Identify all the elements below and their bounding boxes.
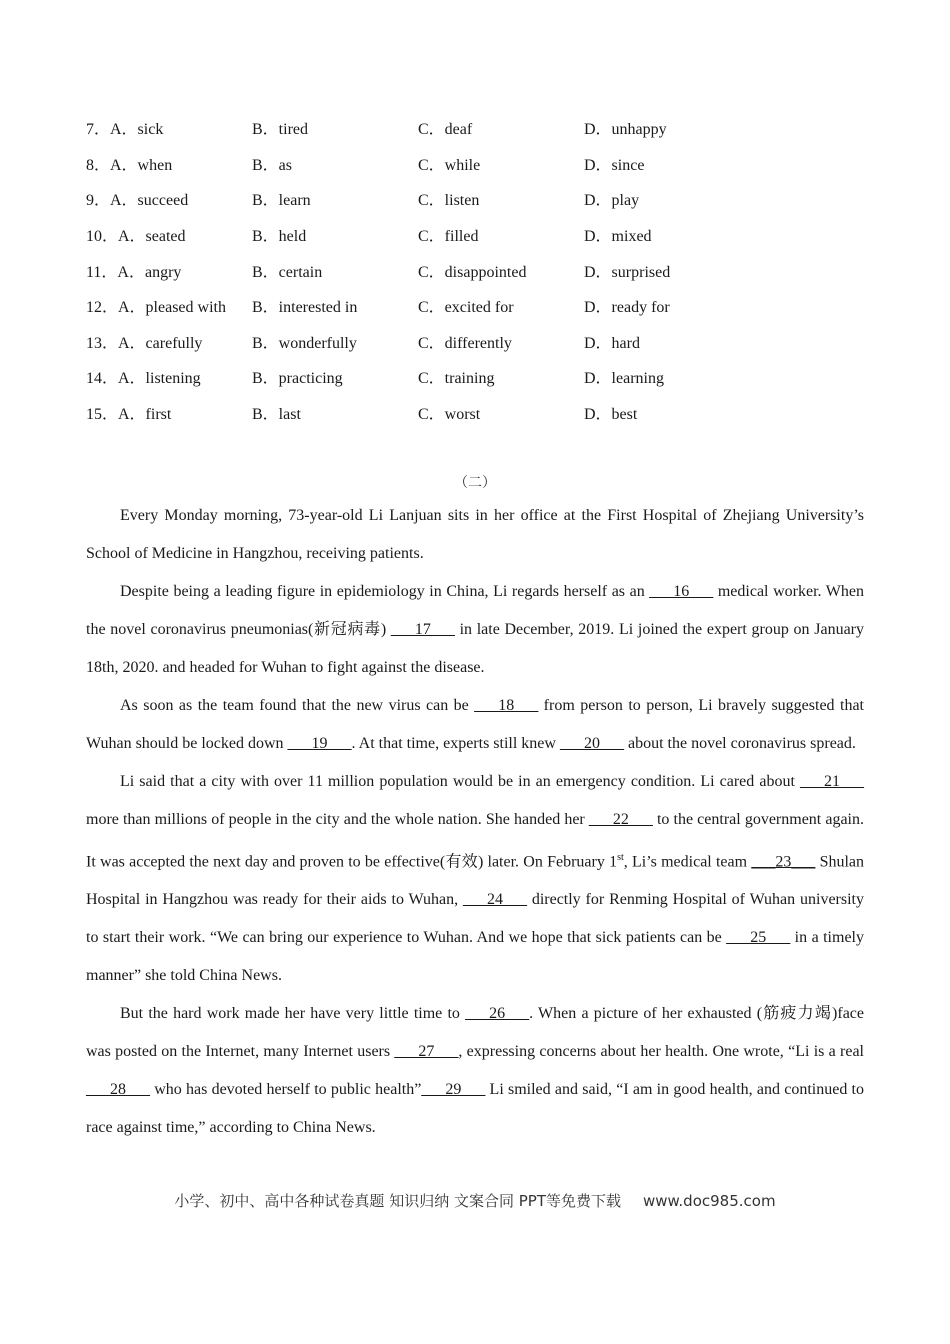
option-a: 10．A．seated: [86, 228, 186, 246]
option-a: 7．A．sick: [86, 121, 164, 139]
option-a: 15．A．first: [86, 406, 172, 424]
passage-text: Shulan Hospital in Hangzhou was ready for their aids to Wuhan,: [86, 853, 865, 909]
blank-23: ___23___: [751, 853, 816, 871]
option-b: B．held: [252, 228, 307, 246]
option-d: D．hard: [584, 334, 640, 352]
blank-21: ___21___: [800, 773, 864, 790]
option-a: 12．A．pleased with: [86, 299, 226, 317]
passage-text: As soon as the team found that the new virus can be: [120, 697, 475, 714]
option-a: 13．A．carefully: [86, 334, 203, 352]
footer-website-link[interactable]: www.doc985.com: [642, 1192, 776, 1210]
option-b: B．wonderfully: [252, 334, 357, 352]
option-a: 11．A．angry: [86, 263, 182, 281]
option-row-7: [86, 110, 866, 146]
passage-text: Despite being a leading figure in epidemiology in China, Li regards herself as an: [120, 583, 650, 600]
passage-text: directly for Renming Hospital of Wuhan university to start their work. “We can bring our experience to Wuhan. And we hope that sick patients can be: [86, 891, 865, 947]
option-row-10: [86, 217, 866, 253]
passage-text: Li said that a city with over 11 million population would be in an emergency condition. Li cared about: [120, 773, 800, 790]
answer-options-table: [86, 110, 866, 430]
option-c: C．while: [418, 156, 481, 174]
option-d: D．learning: [584, 370, 664, 388]
blank-18: ___18___: [474, 697, 539, 714]
option-a: 9．A．succeed: [86, 192, 189, 210]
passage-text: who has devoted herself to public health”: [150, 1081, 422, 1099]
blank-19: ___19___: [287, 735, 352, 752]
superscript-st: st: [617, 852, 624, 863]
option-a: 8．A．when: [86, 156, 173, 174]
blank-17: ___17___: [390, 621, 455, 638]
passage-text: more than millions of people in the city and the whole nation. She handed her: [86, 811, 589, 828]
passage-text: from person to person, Li bravely suggested that Wuhan should be locked down: [86, 697, 864, 752]
option-d: D．unhappy: [584, 121, 667, 139]
option-c: C．listen: [418, 192, 480, 210]
option-d: D．play: [584, 192, 640, 210]
option-c: C．training: [418, 370, 495, 388]
page-footer: [0, 1190, 950, 1211]
footer-text: 小学、初中、高中各种试卷真题 知识归纳 文案合同 PPT等免费下载: [174, 1192, 621, 1210]
paragraph-4: [86, 763, 864, 995]
passage-text: . When a picture of her exhausted (筋疲力竭)face was posted on the Internet, many Internet users: [86, 1005, 864, 1061]
passage-text: medical worker. When the novel coronavirus pneumonias(新冠病毒): [86, 583, 864, 638]
option-row-8: [86, 146, 866, 182]
passage-text: But the hard work made her have very little time to: [120, 1005, 466, 1023]
blank-24: ___24___: [462, 891, 527, 909]
passage-text: in a timely manner” she told China News.: [86, 929, 864, 985]
cloze-passage: [86, 497, 864, 1147]
option-b: B．interested in: [252, 299, 358, 317]
option-row-9: [86, 181, 866, 217]
paragraph-3: [86, 687, 864, 763]
blank-27: ___27___: [394, 1043, 459, 1061]
option-c: C．disappointed: [418, 263, 527, 281]
section-title: （二）: [454, 475, 496, 491]
passage-text: , Li’s medical team: [623, 853, 752, 871]
blank-22: ___22___: [588, 811, 653, 828]
option-c: C．excited for: [418, 299, 514, 317]
passage-text: about the novel coronavirus spread.: [623, 735, 856, 752]
option-b: B．practicing: [252, 370, 343, 388]
option-c: C．deaf: [418, 121, 473, 139]
blank-28: ___28___: [86, 1081, 150, 1099]
option-d: D．best: [584, 406, 638, 424]
paragraph-1: Every Monday morning, 73-year-old Li Lanjuan sits in her office at the First Hospital of Zhejiang University’s School of Medicine in Hangzhou, receiving patients.: [86, 507, 864, 562]
passage-text: , expressing concerns about her health. One wrote, “Li is a real: [458, 1043, 864, 1061]
option-row-13: [86, 324, 866, 360]
option-c: C．filled: [418, 228, 479, 246]
option-d: D．ready for: [584, 299, 670, 317]
option-row-11: [86, 252, 866, 288]
option-d: D．surprised: [584, 263, 671, 281]
option-d: D．since: [584, 156, 645, 174]
passage-text: in late December, 2019. Li joined the expert group on January 18th, 2020. and headed for Wuhan to fight against the disease.: [86, 621, 864, 676]
passage-text: to the central government again. It was accepted the next day and proven to be effective(有效) later. On February 1: [86, 811, 864, 871]
option-row-14: [86, 359, 866, 395]
blank-25: ___25___: [726, 929, 791, 947]
option-b: B．tired: [252, 121, 308, 139]
option-b: B．certain: [252, 263, 323, 281]
option-b: B．last: [252, 406, 301, 424]
blank-16: ___16___: [649, 583, 714, 600]
blank-29: ___29___: [421, 1081, 486, 1099]
option-b: B．as: [252, 156, 293, 174]
option-row-12: [86, 288, 866, 324]
option-c: C．worst: [418, 406, 481, 424]
option-a: 14．A．listening: [86, 370, 201, 388]
blank-26: ___26___: [465, 1005, 530, 1023]
passage-text: . At that time, experts still knew: [351, 735, 560, 752]
paragraph-2: [86, 573, 864, 687]
blank-20: ___20___: [559, 735, 624, 752]
option-b: B．learn: [252, 192, 311, 210]
option-d: D．mixed: [584, 228, 652, 246]
option-c: C．differently: [418, 334, 512, 352]
option-row-15: [86, 395, 866, 431]
passage-text: Li smiled and said, “I am in good health, and continued to race against time,” according to China News.: [86, 1081, 864, 1137]
paragraph-5: [86, 995, 864, 1147]
